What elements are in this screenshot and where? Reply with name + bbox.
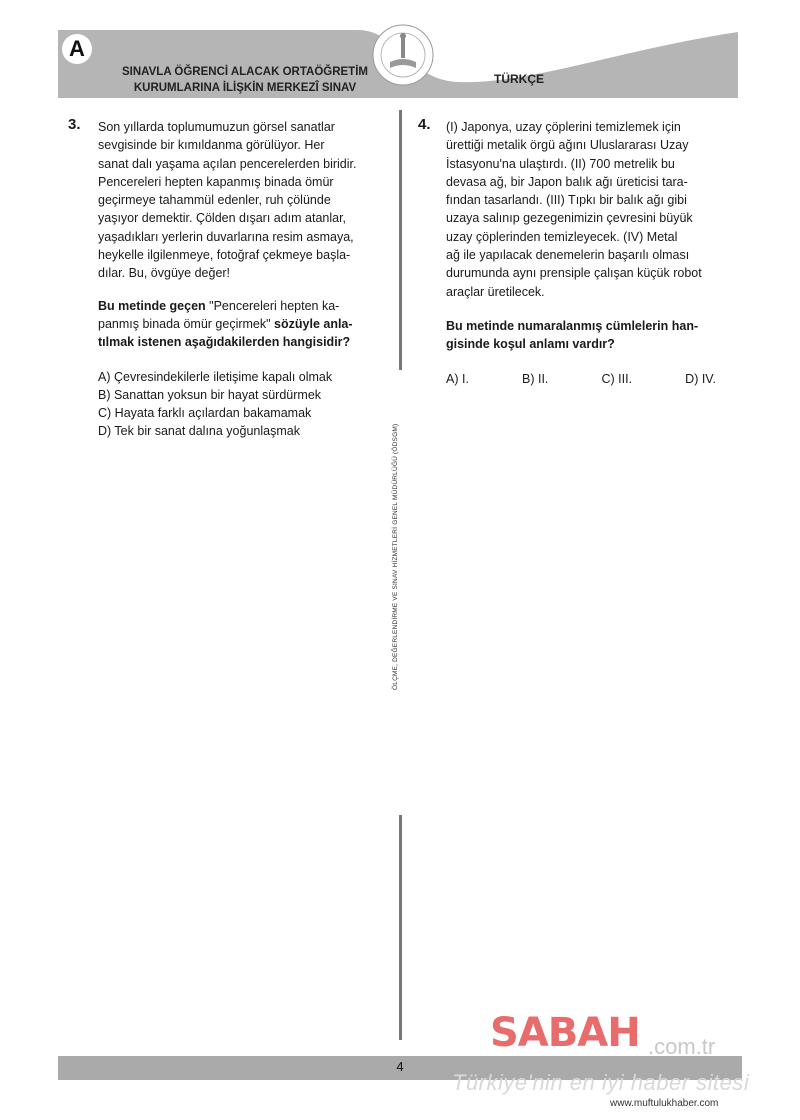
option-c: C) Hayata farklı açılardan bakamamak: [98, 406, 312, 421]
ministry-side-text: ÖLÇME, DEĞERLENDİRME VE SINAV HİZMETLERİ GENEL MÜDÜRLÜĞÜ (ÖDSGM): [392, 423, 399, 690]
question-4-passage: (I) Japonya, uzay çöplerini temizlemek için ürettiği metalik örgü ağını Uluslararası Uzay İstasyonu'na ulaştırdı. (II) 700 metrelik bu devasa ağ, bir Japon balık ağı üreticisi tara- fından tasarlandı. (III) Tıpkı bir balık ağı gibi uzaya salınıp gezegenimizin çevresini büyük uzay çöplerinden temizleyecek. (IV) Metal ağ ile yapılacak denemelerin başarılı olması durumunda aynı prensiple çalışan küçük robot araçlar üretilecek.: [446, 120, 702, 299]
question-3-stem: Bu metinde geçen "Pencereleri hepten ka- panmış binada ömür geçirmek" sözüyle anla- tılmak istenen aşağıdakilerden hangisidir?: [98, 298, 353, 350]
question-3-number: 3.: [68, 116, 81, 133]
option-d: D) Tek bir sanat dalına yoğunlaşmak: [98, 424, 300, 439]
option-a: A) I.: [446, 371, 469, 386]
question-4-stem: Bu metinde numaralanmış cümlelerin han- gisinde koşul anlamı vardır?: [446, 318, 699, 352]
meb-seal-icon: [368, 20, 438, 90]
option-b: B) Sanattan yoksun bir hayat sürdürmek: [98, 387, 322, 402]
option-a: A) Çevresindekilerle iletişime kapalı olmak: [98, 369, 333, 384]
source-url: www.muftulukhaber.com: [610, 1098, 719, 1109]
question-3-options: [98, 368, 398, 441]
column-divider: [399, 110, 402, 1040]
question-3: [98, 118, 398, 441]
sabah-watermark-domain: .com.tr: [648, 1034, 716, 1059]
subject-title: TÜRKÇE: [494, 72, 544, 86]
exam-title: SINAVLA ÖĞRENCİ ALACAK ORTAÖĞRETİM KURUMLARINA İLİŞKİN MERKEZÎ SINAV: [122, 66, 368, 94]
question-4-number: 4.: [418, 116, 431, 133]
option-b: B) II.: [522, 371, 549, 386]
question-4-options: [446, 370, 716, 388]
option-c: C) III.: [601, 371, 633, 386]
option-d: D) IV.: [685, 371, 716, 386]
booklet-letter: A: [62, 34, 92, 64]
question-3-passage: Son yıllarda toplumumuzun görsel sanatlar sevgisinde bir kımıldanma görülüyor. Her sanat dalı yaşama açılan pencerelerden biridir. Pencereleri hepten kapanmış binada ömür geçirmeye tahammül edenler, ruh çölünde yaşıyor demektir. Çölden dışarı adım atanlar, yaşadıkları yerlerin duvarlarına resim asmaya, heykelle ilgilenmeye, fotoğraf çekmeye başla- dılar. Bu, övgüye değer!: [98, 120, 357, 281]
page-number: 4: [396, 1059, 404, 1074]
sabah-watermark-logo: SABAH: [490, 1010, 640, 1056]
question-4: [446, 118, 746, 388]
sabah-watermark-slogan: Türkiye'nin en iyi haber sitesi: [452, 1070, 750, 1095]
